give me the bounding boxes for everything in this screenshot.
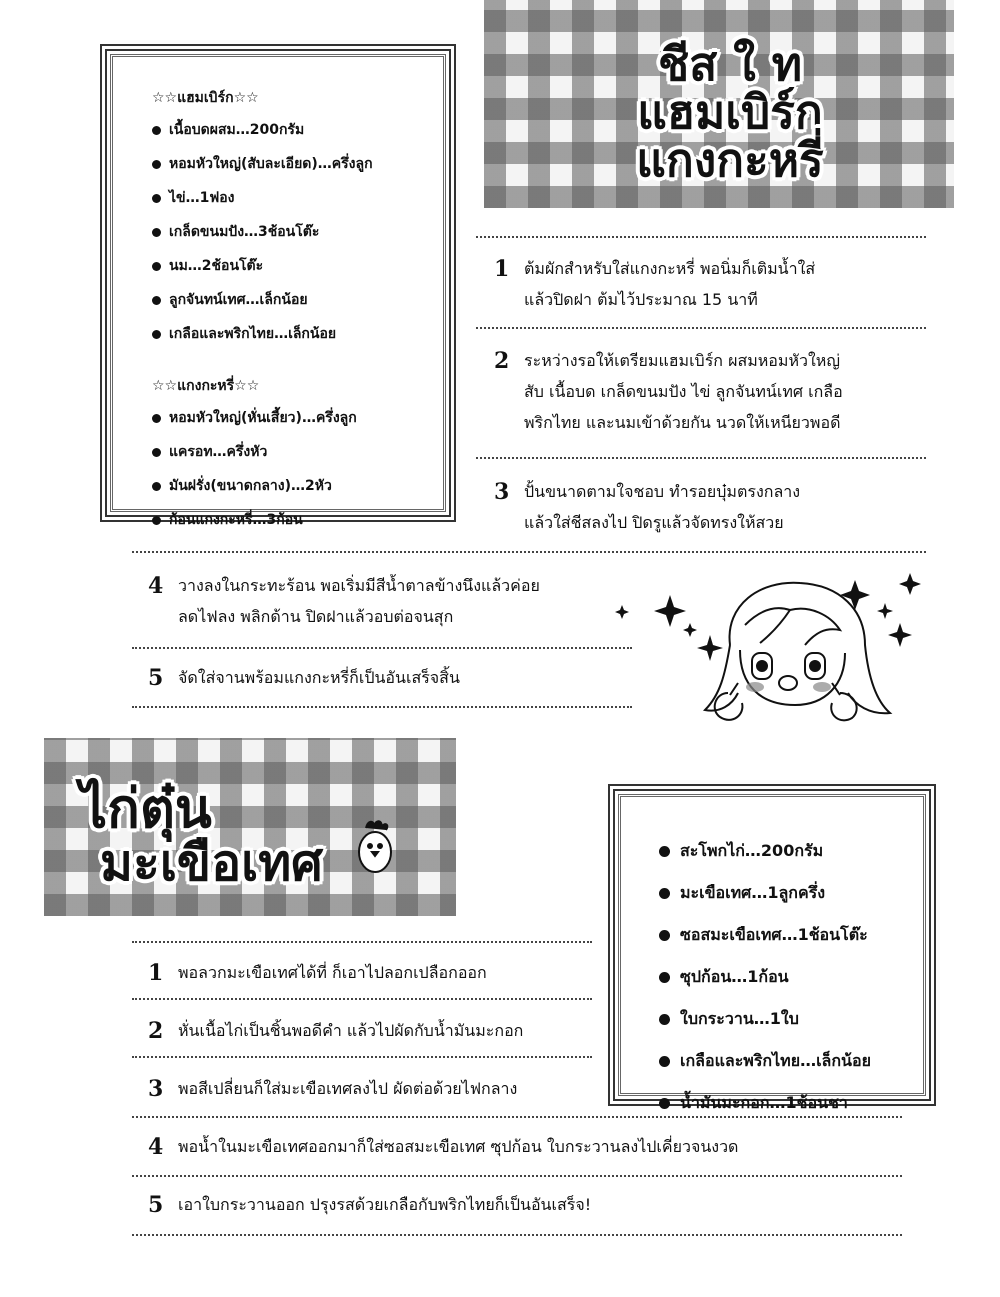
step-text: ต้มผักสำหรับใส่แกงกะหรี่ พอนิ่มก็เติมน้ำใส่ แล้วปิดฝา ต้มไว้ประมาณ 15 นาที (524, 259, 816, 309)
divider (132, 1175, 902, 1177)
list-item: ก้อนแกงกะหรี่…3ก้อน (152, 509, 373, 531)
step-number: 1 (494, 256, 510, 282)
list-item: เกลือและพริกไทย…เล็กน้อย (152, 323, 373, 345)
step-text: พอลวกมะเขือเทศได้ที่ ก็เอาไปลอกเปลือกออก (178, 963, 487, 982)
recipe2-title-line1: ไก่ตุ๋น (80, 776, 212, 841)
recipe2-step-2 (148, 1018, 598, 1046)
list-item: นม…2ช้อนโต๊ะ (152, 255, 373, 277)
list-item: มันฝรั่ง(ขนาดกลาง)…2หัว (152, 475, 373, 497)
list-item: เนื้อบดผสม…200กรัม (152, 119, 373, 141)
bullet-icon (659, 1098, 670, 1109)
list-item: ซอสมะเขือเทศ…1ช้อนโต๊ะ (659, 923, 871, 948)
sparkle-icon (899, 573, 921, 595)
step-number: 3 (148, 1076, 164, 1102)
list-item: ไข่…1ฟอง (152, 187, 373, 209)
recipe2-step-4 (148, 1134, 908, 1162)
curry-heading: ☆☆แกงกะหรี่☆☆ (152, 378, 260, 394)
recipe1-step-3 (494, 479, 934, 538)
recipe1-ingredients-frame (100, 44, 456, 528)
recipe1-step-5 (148, 665, 628, 693)
recipe1-title-line3: แกงกะหรี่ (636, 133, 824, 188)
list-item: ซุปก้อน…1ก้อน (659, 965, 871, 990)
bullet-icon (659, 930, 670, 941)
recipe2-ingredients-frame (608, 784, 936, 1112)
sparkle-icon (683, 623, 697, 637)
divider (132, 998, 592, 1000)
bullet-icon (152, 160, 161, 169)
list-item: สะโพกไก่…200กรัม (659, 839, 871, 864)
bullet-icon (152, 262, 161, 271)
bullet-icon (659, 846, 670, 857)
recipe2-step-1 (148, 960, 598, 988)
sparkle-icon (888, 623, 912, 647)
list-item: เกลือและพริกไทย…เล็กน้อย (659, 1049, 871, 1074)
step-text: จัดใส่จานพร้อมแกงกะหรี่ก็เป็นอันเสร็จสิ้น (178, 668, 460, 687)
step-text: หั่นเนื้อไก่เป็นชิ้นพอดีคำ แล้วไปผัดกับน้ำมันมะกอก (178, 1021, 524, 1040)
recipe2-step-5 (148, 1192, 908, 1220)
step-number: 4 (148, 1134, 164, 1160)
sparkle-icon (654, 595, 686, 627)
recipe1-title-line2: แฮมเบิร์ก (637, 84, 823, 139)
recipe2-title-line2: มะเขือเทศ (100, 833, 323, 893)
recipe2-ingredient-list (659, 839, 871, 1133)
divider (132, 647, 632, 649)
divider (132, 1116, 902, 1118)
recipe1-title (540, 22, 920, 202)
hamburg-heading: ☆☆แฮมเบิร์ก☆☆ (152, 90, 259, 106)
bullet-icon (659, 1056, 670, 1067)
step-text: เอาใบกระวานออก ปรุงรสด้วยเกลือกับพริกไทยก็เป็นอันเสร็จ! (178, 1195, 592, 1214)
step-text: พอสีเปลี่ยนก็ใส่มะเขือเทศลงไป ผัดต่อด้วยไฟกลาง (178, 1079, 518, 1098)
sparkle-icon (697, 635, 723, 661)
bullet-icon (152, 228, 161, 237)
chicken-icon (350, 818, 398, 876)
divider (132, 1234, 902, 1236)
divider (476, 236, 926, 238)
bullet-icon (152, 414, 161, 423)
list-item: มะเขือเทศ…1ลูกครึ่ง (659, 881, 871, 906)
recipe2-step-3 (148, 1076, 598, 1104)
list-item: แครอท…ครึ่งหัว (152, 441, 373, 463)
step-text: วางลงในกระทะร้อน พอเริ่มมีสีน้ำตาลข้างนึงแล้วค่อย ลดไฟลง พลิกด้าน ปิดฝาแล้วอบต่อจนสุก (178, 576, 540, 626)
bullet-icon (659, 1014, 670, 1025)
recipe1-step-1 (494, 256, 934, 315)
step-number: 2 (148, 1018, 164, 1044)
curry-ingredient-list (152, 407, 373, 531)
recipe1-step-4 (148, 573, 628, 632)
divider (132, 1056, 592, 1058)
bullet-icon (152, 516, 161, 525)
step-text: ระหว่างรอให้เตรียมแฮมเบิร์ก ผสมหอมหัวใหญ่ สับ เนื้อบด เกล็ดขนมปัง ไข่ ลูกจันทน์เทศ เกลือ พริกไทย และนมเข้าด้วยกัน นวดให้เหนียวพอดี (524, 351, 843, 432)
step-number: 5 (148, 1192, 164, 1218)
step-number: 4 (148, 573, 164, 599)
recipe1-step-2 (494, 348, 934, 438)
blush-icon (746, 682, 764, 692)
list-item: ลูกจันทน์เทศ…เล็กน้อย (152, 289, 373, 311)
hamburg-ingredient-list (152, 119, 373, 345)
bullet-icon (152, 330, 161, 339)
divider (476, 457, 926, 459)
list-item: หอมหัวใหญ่(หั่นเสี้ยว)…ครึ่งลูก (152, 407, 373, 429)
sparkle-icon (615, 605, 629, 619)
bullet-icon (152, 482, 161, 491)
divider (132, 706, 632, 708)
step-number: 1 (148, 960, 164, 986)
bullet-icon (152, 194, 161, 203)
sparkle-icon (877, 603, 893, 619)
bullet-icon (659, 888, 670, 899)
blush-icon (813, 682, 831, 692)
list-item: ใบกระวาน…1ใบ (659, 1007, 871, 1032)
recipe2-title (60, 760, 400, 910)
divider (476, 327, 926, 329)
divider (132, 941, 592, 943)
sparkle-icon (840, 580, 870, 610)
bullet-icon (152, 126, 161, 135)
bullet-icon (659, 972, 670, 983)
step-number: 2 (494, 348, 510, 374)
step-text: พอน้ำในมะเขือเทศออกมาก็ใส่ซอสมะเขือเทศ ซุปก้อน ใบกระวานลงไปเคี่ยวจนงวด (178, 1137, 739, 1156)
divider (132, 551, 926, 553)
bullet-icon (152, 448, 161, 457)
step-number: 5 (148, 665, 164, 691)
chibi-girl-illustration (610, 565, 940, 745)
list-item: เกล็ดขนมปัง…3ช้อนโต๊ะ (152, 221, 373, 243)
bullet-icon (152, 296, 161, 305)
recipe1-title-line1: ชีส ใ ท (657, 36, 803, 91)
list-item: หอมหัวใหญ่(สับละเอียด)…ครึ่งลูก (152, 153, 373, 175)
step-number: 3 (494, 479, 510, 505)
step-text: ปั้นขนาดตามใจชอบ ทำรอยบุ๋มตรงกลาง แล้วใส่ชีสลงไป ปิดรูแล้วจัดทรงให้สวย (524, 482, 801, 532)
list-item: น้ำมันมะกอก…1ช้อนชา (659, 1091, 871, 1116)
